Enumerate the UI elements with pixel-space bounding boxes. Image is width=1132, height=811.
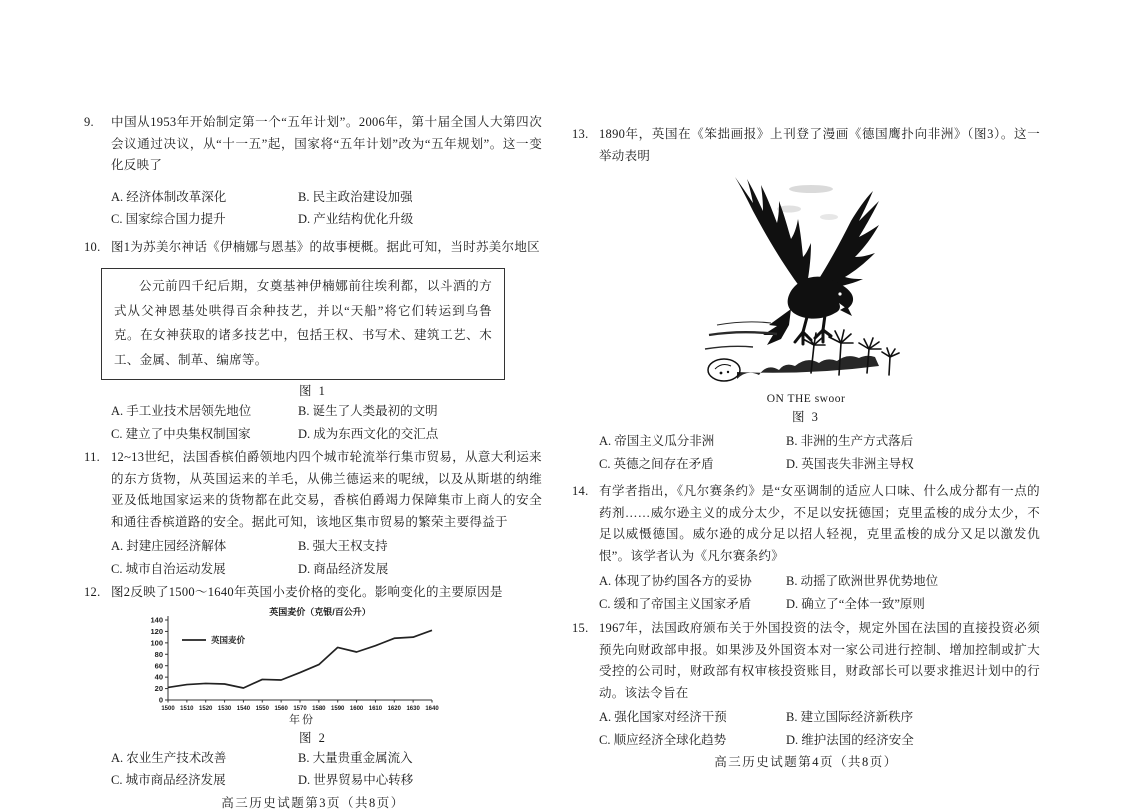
figure-2-caption: 图 2 xyxy=(299,730,327,745)
question-13 xyxy=(572,124,1040,472)
svg-text:1520: 1520 xyxy=(199,705,213,712)
option: C. 国家综合国力提升 xyxy=(111,212,226,226)
option: A. 强化国家对经济干预 xyxy=(599,710,727,724)
svg-text:1560: 1560 xyxy=(274,705,288,712)
svg-text:1540: 1540 xyxy=(236,705,251,712)
figure-2-chart-block xyxy=(140,606,440,727)
option: D. 成为东西文化的交汇点 xyxy=(298,426,439,441)
question-stem xyxy=(572,124,1040,167)
svg-text:1530: 1530 xyxy=(217,705,232,712)
question-text: 图2反映了1500～1640年英国小麦价格的变化。影响变化的主要原因是 xyxy=(111,585,503,599)
question-text: 图1为苏美尔神话《伊楠娜与恩基》的故事梗概。据此可知，当时苏美尔地区 xyxy=(111,239,540,254)
option: C. 英德之间存在矛盾 xyxy=(599,456,714,471)
figure-3-caption: 图 3 xyxy=(792,410,820,424)
option: B. 诞生了人类最初的文明 xyxy=(298,404,438,418)
svg-text:英国麦价: 英国麦价 xyxy=(211,634,246,645)
question-number: 14. xyxy=(572,484,589,498)
options-row xyxy=(572,733,1040,749)
question-stem xyxy=(84,237,542,259)
option: B. 大量贵重金属流入 xyxy=(298,750,413,765)
options-row xyxy=(84,562,542,578)
figure-3-cartoon-block xyxy=(691,173,921,406)
question-text: 1890年，英国在《笨拙画报》上刊登了漫画《德国鹰扑向非洲》（图3）。这一举动表明 xyxy=(599,127,1040,163)
option: D. 确立了“全体一致”原则 xyxy=(786,596,925,611)
option: D. 产业结构优化升级 xyxy=(298,212,414,226)
question-9 xyxy=(84,112,542,228)
question-text: 1967年，法国政府颁布关于外国投资的法令，规定外国在法国的直接投资必须预先向财政部申报。如果涉及外国资本对一家公司进行控制、增加控制或扩大受控的公司时，财政部有权审核投资账目，财政部长可以要求推迟计划中的行动。该法令旨在 xyxy=(599,621,1040,700)
question-stem xyxy=(84,112,542,177)
option: B. 民主政治建设加强 xyxy=(298,189,413,204)
chart-x-axis-label: 年份 xyxy=(289,713,315,726)
svg-text:1590: 1590 xyxy=(331,705,345,712)
exam-page-4 xyxy=(572,124,1040,770)
options-row xyxy=(572,710,1040,726)
option: B. 非洲的生产方式落后 xyxy=(786,434,914,448)
options-row xyxy=(84,190,542,206)
option: C. 顺应经济全球化趋势 xyxy=(599,732,727,747)
question-number: 10. xyxy=(84,239,101,254)
option: B. 强大王权支持 xyxy=(298,539,388,553)
option: D. 维护法国的经济安全 xyxy=(786,732,914,747)
question-stem xyxy=(84,582,542,604)
question-text: 中国从1953年开始制定第一个“五年计划”。2006年，第十届全国人大第四次会议通过决议，从“十一五”起，国家将“五年计划”改为“五年规划”。这一变化反映了 xyxy=(111,115,542,172)
option: B. 动摇了欧洲世界优势地位 xyxy=(786,574,939,588)
svg-text:1510: 1510 xyxy=(180,705,194,712)
question-text: 12~13世纪，法国香槟伯爵领地内四个城市轮流举行集市贸易，从意大利运来的东方货物，从英国运来的羊毛，从佛兰德运来的呢绒，以及从斯堪的纳维亚及低地国家运来的货物都在此交易，香槟伯爵竭力保障集市上商人的安全和通往香槟道路的安全。据此可知，该地区集市贸易的繁荣主要得益于 xyxy=(111,450,542,529)
option: D. 商品经济发展 xyxy=(298,561,389,576)
svg-text:20: 20 xyxy=(154,683,163,693)
svg-text:1570: 1570 xyxy=(293,705,307,712)
svg-text:1630: 1630 xyxy=(406,705,420,712)
option: C. 城市商品经济发展 xyxy=(111,773,226,787)
excerpt-text: 公元前四千纪后期，女奠基神伊楠娜前往埃利都，以斗酒的方式从父神恩基处哄得百余种技艺，并以“天船”将它们转运到乌鲁克。在女神获取的诸多技艺中，包括王权、书写术、建筑工艺、木工、金属、制革、编席等。 xyxy=(114,279,492,367)
options-row xyxy=(572,434,1040,450)
question-14 xyxy=(572,481,1040,612)
wheat-price-line-chart xyxy=(140,606,440,714)
options-row xyxy=(84,427,542,443)
svg-text:100: 100 xyxy=(150,637,163,647)
svg-text:1500: 1500 xyxy=(161,705,175,712)
option: C. 城市自治运动发展 xyxy=(111,561,226,576)
page-footer-4: 高三历史试题第4页（共8页） xyxy=(714,755,898,769)
question-number: 9. xyxy=(84,115,94,129)
question-number: 15. xyxy=(572,621,589,635)
figure-1-caption: 图 1 xyxy=(299,384,327,398)
option: A. 手工业技术居领先地位 xyxy=(111,404,252,418)
question-15 xyxy=(572,618,1040,748)
options-row xyxy=(84,212,542,228)
svg-text:0: 0 xyxy=(158,695,163,705)
svg-text:1550: 1550 xyxy=(255,705,269,712)
option: C. 建立了中央集权制国家 xyxy=(111,426,251,441)
svg-text:40: 40 xyxy=(154,672,163,682)
option: D. 世界贸易中心转移 xyxy=(298,773,414,787)
options-row xyxy=(84,539,542,555)
option: A. 体现了协约国各方的妥协 xyxy=(599,574,752,588)
option: D. 英国丧失非洲主导权 xyxy=(786,456,914,471)
options-row xyxy=(84,773,542,789)
svg-text:英国麦价（克银/百公升）: 英国麦价（克银/百公升） xyxy=(269,606,371,617)
svg-text:80: 80 xyxy=(154,649,163,659)
svg-text:1610: 1610 xyxy=(368,705,383,712)
options-row xyxy=(572,457,1040,473)
page-footer-3: 高三历史试题第3页（共8页） xyxy=(221,795,405,810)
question-number: 12. xyxy=(84,585,101,599)
svg-text:1600: 1600 xyxy=(349,705,364,712)
question-text: 有学者指出，《凡尔赛条约》是“女巫调制的适应人口味、什么成分都有一点的药剂……威尔逊主义的成分太少，不足以安抚德国；克里孟梭的成分太少，不足以威慑德国。威尔逊的成分足以招人轻视，克里孟梭的成分又足以激发仇恨”。该学者认为《凡尔赛条约》 xyxy=(599,484,1040,563)
question-10 xyxy=(84,237,542,443)
svg-text:1620: 1620 xyxy=(387,705,401,712)
options-row xyxy=(572,574,1040,590)
options-row xyxy=(84,404,542,420)
options-row xyxy=(84,751,542,767)
question-stem xyxy=(572,618,1040,704)
source-excerpt-box xyxy=(101,268,505,380)
question-12 xyxy=(84,582,542,789)
question-stem xyxy=(84,447,542,533)
svg-text:120: 120 xyxy=(150,626,163,636)
svg-text:140: 140 xyxy=(150,615,163,625)
question-number: 11. xyxy=(84,450,101,464)
option: A. 农业生产技术改善 xyxy=(111,750,227,765)
option: A. 经济体制改革深化 xyxy=(111,189,227,204)
eagle-swooping-cartoon xyxy=(691,173,921,391)
question-11 xyxy=(84,447,542,577)
svg-text:60: 60 xyxy=(154,660,163,670)
question-stem xyxy=(572,481,1040,567)
option: B. 建立国际经济新秩序 xyxy=(786,710,914,724)
options-row xyxy=(572,597,1040,613)
option: A. 封建庄园经济解体 xyxy=(111,539,227,553)
option: A. 帝国主义瓜分非洲 xyxy=(599,434,715,448)
svg-text:1580: 1580 xyxy=(312,705,326,712)
exam-page-3 xyxy=(84,112,542,811)
question-number: 13. xyxy=(572,127,589,141)
option: C. 缓和了帝国主义国家矛盾 xyxy=(599,596,752,611)
svg-text:1640: 1640 xyxy=(425,705,439,712)
cartoon-title-text: ON THE swoor xyxy=(766,393,846,405)
